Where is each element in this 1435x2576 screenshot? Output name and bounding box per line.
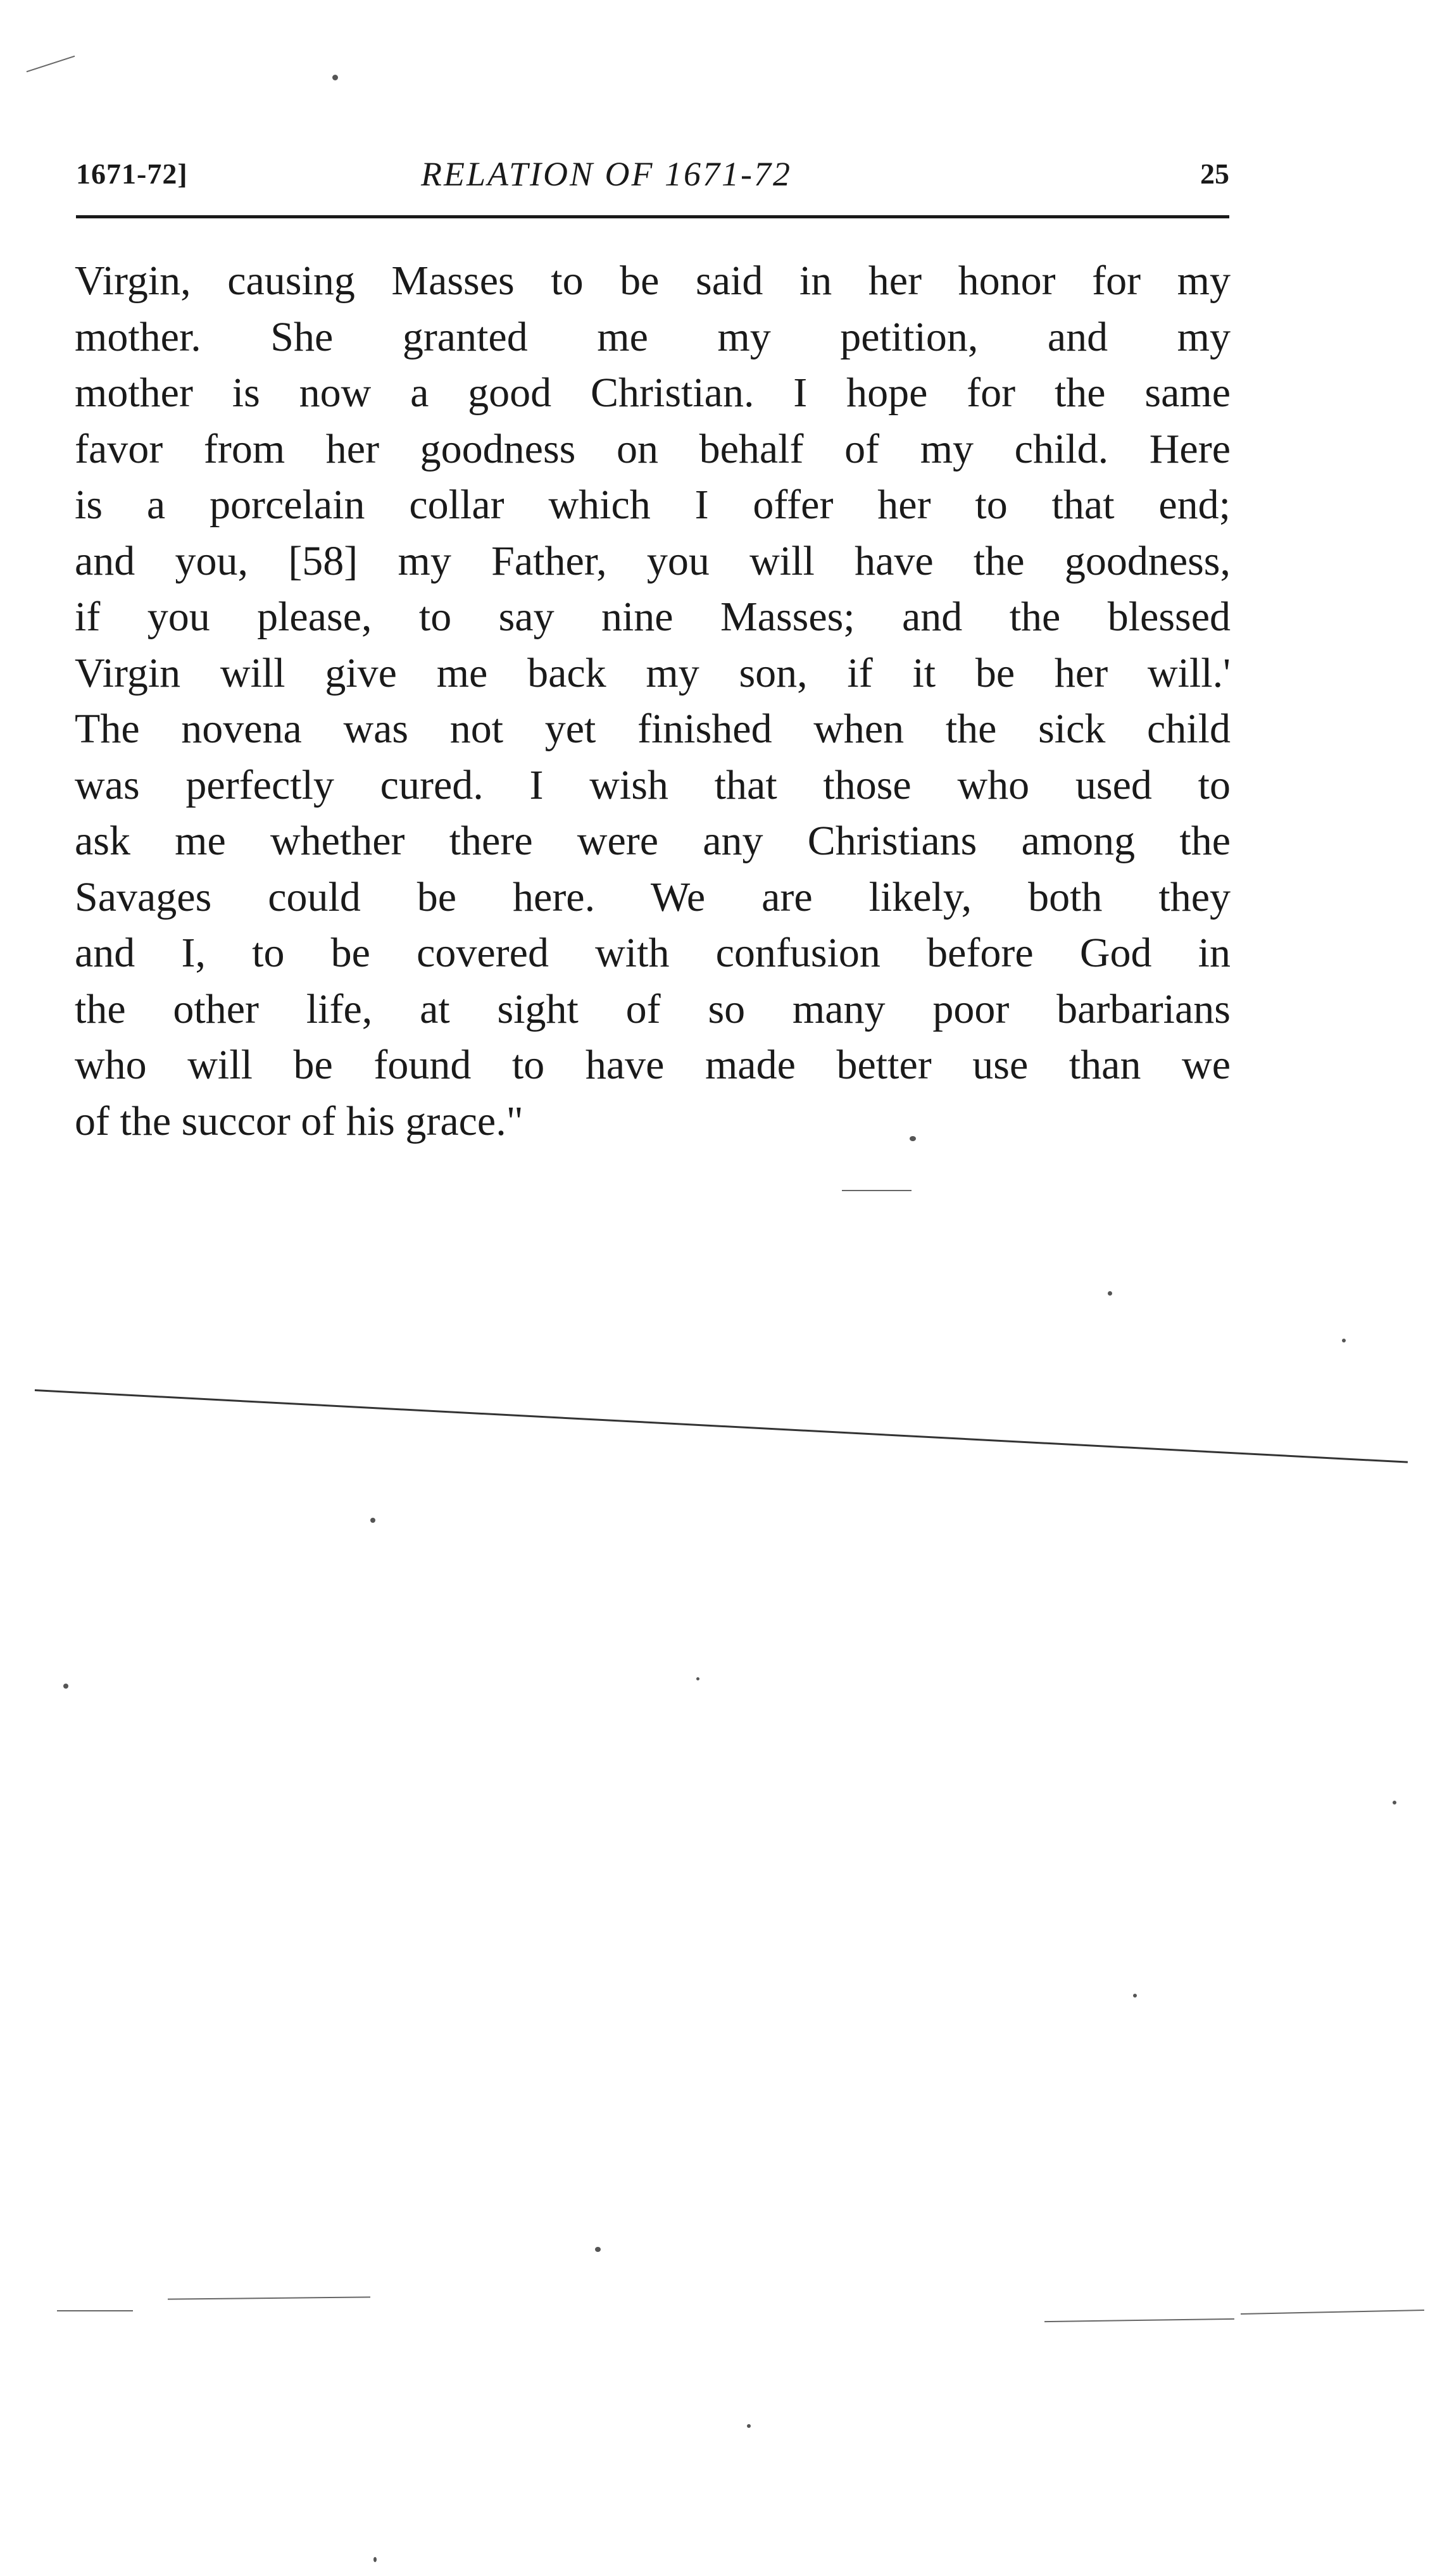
scan-dash-mark bbox=[27, 56, 75, 73]
scan-dash-mark bbox=[842, 1190, 912, 1191]
scan-speck bbox=[1133, 1994, 1137, 1998]
text-line: of the succor of his grace." bbox=[75, 1097, 523, 1144]
scan-speck bbox=[1342, 1339, 1346, 1342]
text-line: mother. She granted me my petition, and my bbox=[75, 313, 1231, 360]
scan-dash-mark bbox=[168, 2296, 370, 2299]
text-line: Savages could be here. We are likely, both they bbox=[75, 873, 1231, 920]
text-line: was perfectly cured. I wish that those who used to bbox=[75, 761, 1231, 808]
text-line: Virgin, causing Masses to be said in her honor for my bbox=[75, 258, 1231, 304]
text-line: is a porcelain collar which I offer her to that end; bbox=[75, 482, 1231, 528]
scan-speck bbox=[63, 1684, 68, 1689]
scan-speck bbox=[1393, 1801, 1396, 1804]
running-head bbox=[76, 157, 1229, 208]
header-rule bbox=[76, 215, 1229, 218]
scan-speck bbox=[1108, 1291, 1112, 1296]
text-line: who will be found to have made better use than we bbox=[75, 1042, 1231, 1088]
text-line: mother is now a good Christian. I hope for the same bbox=[75, 370, 1231, 416]
text-line: Virgin will give me back my son, if it be her will.' bbox=[75, 649, 1231, 696]
body-paragraph bbox=[75, 253, 1231, 1149]
scan-speck bbox=[332, 75, 338, 80]
text-line: ask me whether there were any Christians among the bbox=[75, 818, 1231, 864]
page-number: 25 bbox=[1200, 158, 1229, 190]
text-line: The novena was not yet finished when the sick child bbox=[75, 706, 1231, 752]
scan-streak-line bbox=[35, 1389, 1408, 1463]
scan-speck bbox=[370, 1518, 375, 1523]
scan-dash-mark bbox=[1241, 2310, 1424, 2315]
scan-speck bbox=[747, 2424, 751, 2428]
text-line: and I, to be covered with confusion before God in bbox=[75, 930, 1231, 976]
scan-dash-mark bbox=[57, 2310, 133, 2311]
running-title: RELATION OF 1671-72 bbox=[421, 155, 792, 193]
text-line: if you please, to say nine Masses; and the blessed bbox=[75, 594, 1231, 640]
year-range-label: 1671-72] bbox=[76, 158, 188, 190]
text-line: and you, [58] my Father, you will have the goodness, bbox=[75, 537, 1231, 584]
text-line: favor from her goodness on behalf of my child. Here bbox=[75, 425, 1231, 472]
scan-speck bbox=[910, 1136, 916, 1141]
scan-dash-mark bbox=[1044, 2318, 1234, 2322]
text-line: the other life, at sight of so many poor barbarians bbox=[75, 985, 1231, 1032]
scan-speck bbox=[373, 2557, 377, 2562]
scan-speck bbox=[696, 1677, 699, 1680]
scan-speck bbox=[595, 2247, 601, 2252]
